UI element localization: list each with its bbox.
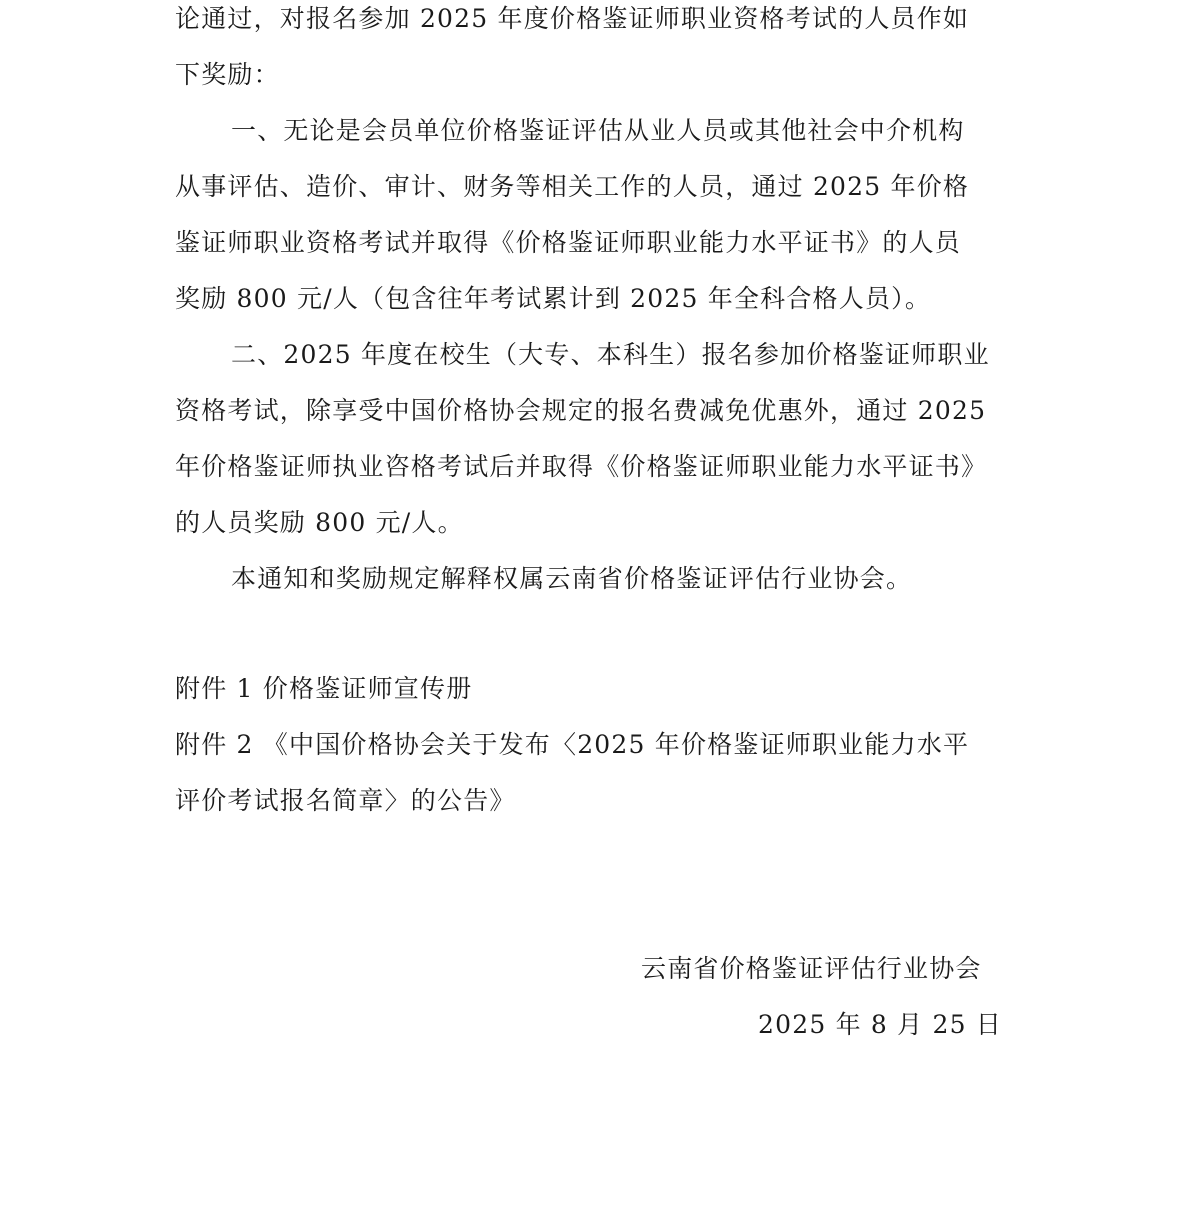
note-line: 本通知和奖励规定解释权属云南省价格鉴证评估行业协会。 bbox=[231, 564, 913, 593]
intro-line: 论通过，对报名参加 2025 年度价格鉴证师职业资格考试的人员作如 bbox=[175, 4, 970, 33]
signature-org: 云南省价格鉴证评估行业协会 bbox=[641, 954, 982, 983]
item2-line: 二、2025 年度在校生（大专、本科生）报名参加价格鉴证师职业 bbox=[231, 340, 990, 369]
attachment-1: 附件 1 价格鉴证师宣传册 bbox=[175, 674, 473, 703]
item1-line: 奖励 800 元/人（包含往年考试累计到 2025 年全科合格人员）。 bbox=[175, 284, 932, 313]
attachment-2-line: 附件 2 《中国价格协会关于发布〈2025 年价格鉴证师职业能力水平 bbox=[175, 730, 970, 759]
attachments bbox=[175, 661, 1003, 829]
item2-line: 的人员奖励 800 元/人。 bbox=[175, 508, 464, 537]
item1-line: 鉴证师职业资格考试并取得《价格鉴证师职业能力水平证书》的人员 bbox=[175, 228, 962, 257]
item2-line: 年价格鉴证师执业咨格考试后并取得《价格鉴证师职业能力水平证书》 bbox=[175, 452, 988, 481]
body-text bbox=[175, 0, 1003, 607]
item1-line: 一、无论是会员单位价格鉴证评估从业人员或其他社会中介机构 bbox=[231, 116, 965, 145]
item1-line: 从事评估、造价、审计、财务等相关工作的人员，通过 2025 年价格 bbox=[175, 172, 970, 201]
attachment-2-line: 评价考试报名简章〉的公告》 bbox=[175, 786, 516, 815]
intro-line: 下奖励： bbox=[175, 60, 280, 89]
item2-line: 资格考试，除享受中国价格协会规定的报名费减免优惠外，通过 2025 bbox=[175, 396, 987, 425]
signature-date: 2025 年 8 月 25 日 bbox=[758, 1010, 1003, 1039]
